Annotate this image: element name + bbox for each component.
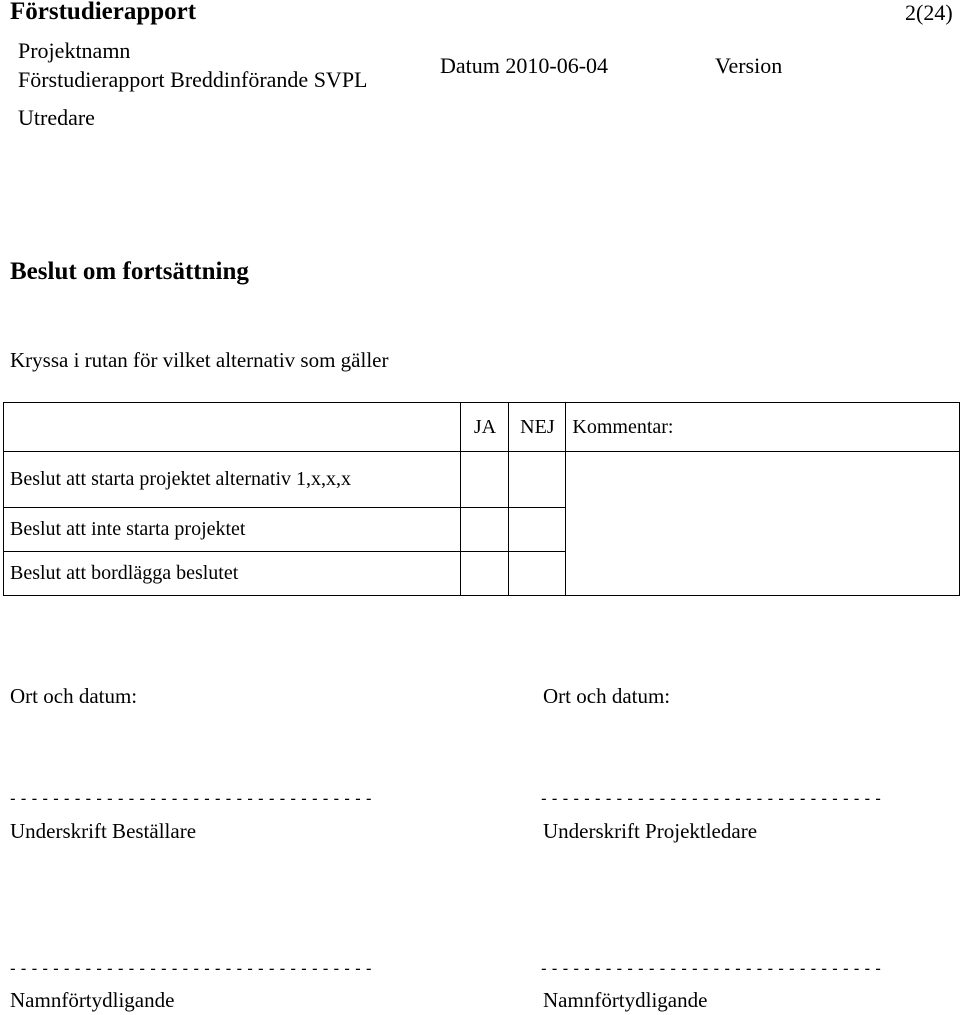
document-date: Datum 2010-06-04 xyxy=(440,53,609,78)
comment-field[interactable] xyxy=(566,508,960,552)
investigator-label: Utredare xyxy=(18,105,95,130)
name-line-right: - - - - - - - - - - - - - - - - - - - - - - - - - - - - - - - - xyxy=(541,959,882,978)
empty-header-cell xyxy=(4,403,461,452)
column-header-ja: JA xyxy=(461,403,509,452)
name-line-left: - - - - - - - - - - - - - - - - - - - - - - - - - - - - - - - - - - xyxy=(10,959,372,978)
name-label-left: Namnförtydligande xyxy=(10,988,175,1012)
table-header-row xyxy=(4,403,960,452)
row-label-postpone: Beslut att bordlägga beslutet xyxy=(4,552,461,596)
signature-label-project-manager: Underskrift Projektledare xyxy=(543,819,758,843)
signature-label-client: Underskrift Beställare xyxy=(10,819,197,843)
decision-table xyxy=(3,402,960,596)
instruction-text: Kryssa i rutan för vilket alternativ som gäller xyxy=(10,348,389,372)
table-row xyxy=(4,552,960,596)
place-date-right: Ort och datum: xyxy=(543,684,671,708)
table-row xyxy=(4,452,960,508)
checkbox-ja-not-start[interactable] xyxy=(461,508,509,552)
document-title: Förstudierapport xyxy=(10,0,197,25)
project-label: Projektnamn xyxy=(18,38,131,63)
checkbox-ja-postpone[interactable] xyxy=(461,552,509,596)
comment-field[interactable] xyxy=(566,552,960,596)
row-label-not-start: Beslut att inte starta projektet xyxy=(4,508,461,552)
place-date-left: Ort och datum: xyxy=(10,684,138,708)
signature-line-right: - - - - - - - - - - - - - - - - - - - - - - - - - - - - - - - - xyxy=(541,789,882,808)
checkbox-nej-not-start[interactable] xyxy=(509,508,566,552)
document-version: Version xyxy=(715,53,783,78)
column-header-nej: NEJ xyxy=(509,403,566,452)
comment-field[interactable] xyxy=(566,452,960,508)
row-label-start: Beslut att starta projektet alternativ 1,x,x,x xyxy=(4,452,461,508)
checkbox-nej-postpone[interactable] xyxy=(509,552,566,596)
signature-line-left: - - - - - - - - - - - - - - - - - - - - - - - - - - - - - - - - - - xyxy=(10,789,372,808)
column-header-comment: Kommentar: xyxy=(566,403,960,452)
section-title: Beslut om fortsättning xyxy=(10,258,249,285)
checkbox-nej-start[interactable] xyxy=(509,452,566,508)
project-name: Förstudierapport Breddinförande SVPL xyxy=(18,67,368,92)
page-number: 2(24) xyxy=(905,0,953,25)
checkbox-ja-start[interactable] xyxy=(461,452,509,508)
name-label-right: Namnförtydligande xyxy=(543,988,708,1012)
table-row xyxy=(4,508,960,552)
